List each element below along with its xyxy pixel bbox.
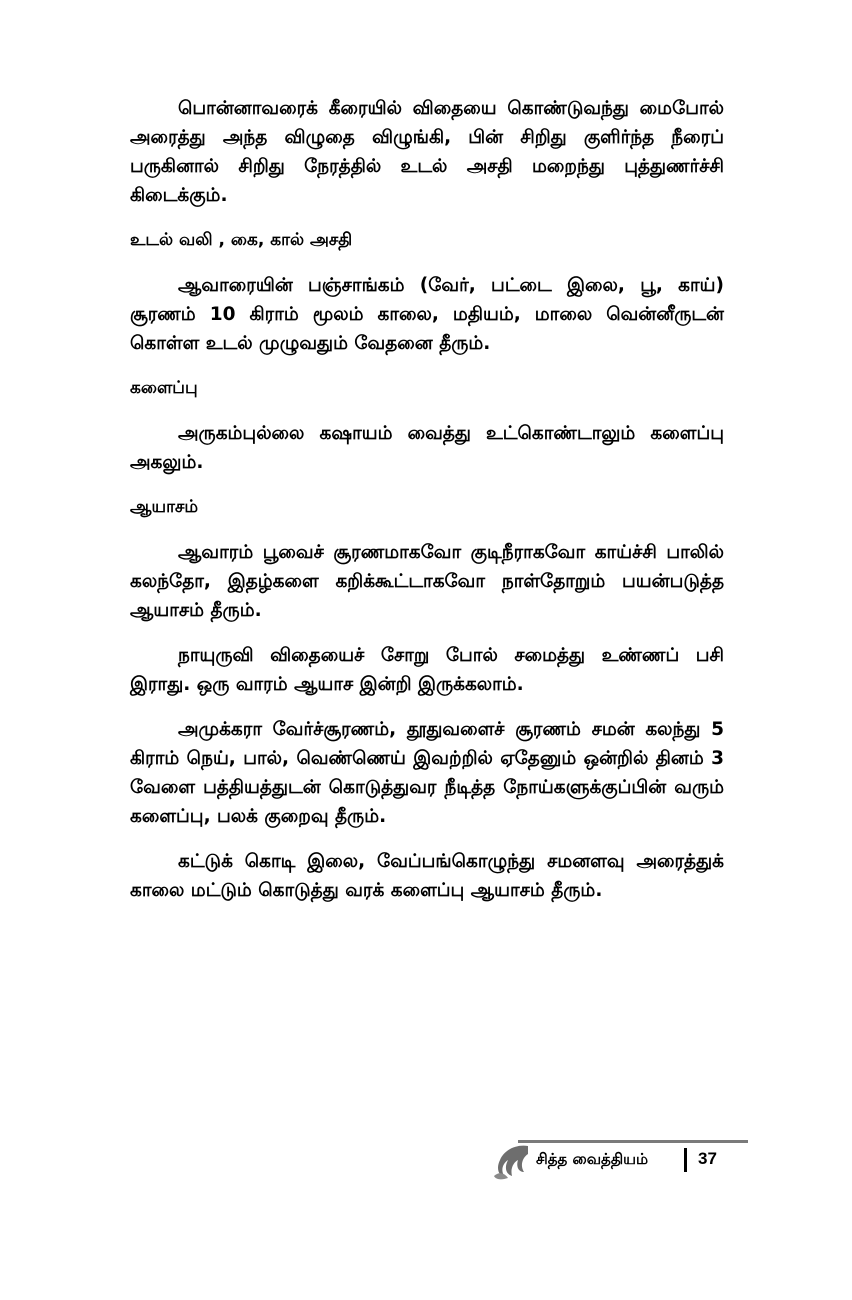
paragraph: ஆவாரம் பூவைச் சூரணமாகவோ குடிநீராகவோ காய்ச்சி பாலில் கலந்தோ, இதழ்களை கறிக்கூட்டாகவோ நாள்தோறும் பயன்படுத்த ஆயாசம் தீரும். xyxy=(130,542,724,621)
paragraph: பொன்னாவரைக் கீரையில் விதையை கொண்டுவந்து மைபோல் அரைத்து அந்த விழுதை விழுங்கி, பின் சிறிது குளிர்ந்த நீரைப் பருகினால் சிறிது நேரத்தில் உடல் அசதி மறைந்து புத்துணர்ச்சி கிடைக்கும். xyxy=(130,98,724,206)
page-number: 37 xyxy=(698,1149,717,1168)
section-heading: ஆயாசம் xyxy=(130,497,199,517)
section-heading: களைப்பு xyxy=(130,378,198,398)
page-footer xyxy=(488,1140,748,1190)
footer-rule xyxy=(518,1140,748,1143)
paragraph: அருகம்புல்லை கஷாயம் வைத்து உட்கொண்டாலும் களைப்பு அகலும். xyxy=(130,423,724,473)
page-content xyxy=(130,94,724,921)
footer-book-title: சித்த வைத்தியம் xyxy=(536,1150,649,1168)
leaf-ornament-icon xyxy=(488,1142,532,1182)
footer-separator xyxy=(684,1148,687,1172)
paragraph: நாயுருவி விதையைச் சோறு போல் சமைத்து உண்ணப் பசி இராது. ஒரு வாரம் ஆயாச இன்றி இருக்கலாம். xyxy=(130,645,724,695)
section-heading: உடல் வலி , கை, கால் அசதி xyxy=(130,230,353,250)
paragraph: கட்டுக் கொடி இலை, வேப்பங்கொழுந்து சமனளவு அரைத்துக் காலை மட்டும் கொடுத்து வரக் களைப்பு ஆயாசம் தீரும். xyxy=(130,851,724,901)
paragraph: அமுக்கரா வேர்ச்சூரணம், தூதுவளைச் சூரணம் சமன் கலந்து 5 கிராம் நெய், பால், வெண்ணெய் இவற்றில் ஏதேனும் ஒன்றில் தினம் 3 வேளை பத்தியத்துடன் கொடுத்துவர நீடித்த நோய்களுக்குப்பின் வரும் களைப்பு, பலக் குறைவு தீரும். xyxy=(130,719,724,827)
paragraph: ஆவாரையின் பஞ்சாங்கம் (வேர், பட்டை இலை, பூ, காய்) சூரணம் 10 கிராம் மூலம் காலை, மதியம், மாலை வென்னீருடன் கொள்ள உடல் முழுவதும் வேதனை தீரும். xyxy=(130,275,724,354)
